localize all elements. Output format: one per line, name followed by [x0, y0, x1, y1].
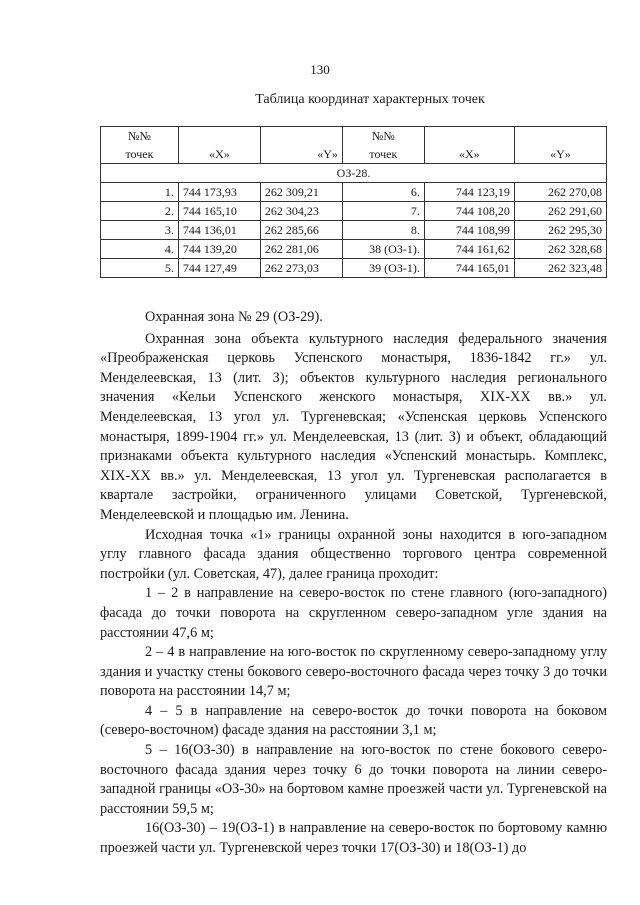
num2-header-top: №№	[342, 127, 424, 146]
y-value: 262 328,68	[514, 240, 606, 259]
paragraph: 4 – 5 в направление на северо-восток до точки поворота на боковом (северо-восточном) фасаде здания на расстоянии 3,1 м;	[100, 702, 607, 739]
x-value: 744 123,19	[424, 183, 514, 202]
point-number: 39 (ОЗ-1).	[342, 259, 424, 278]
x-value: 744 108,99	[424, 221, 514, 240]
section-row	[101, 164, 607, 183]
y2-header-top-blank	[514, 127, 606, 146]
y-value: 262 285,66	[260, 221, 342, 240]
y-value: 262 281,06	[260, 240, 342, 259]
table-title: Таблица координат характерных точек	[255, 92, 485, 107]
point-number: 2.	[101, 202, 179, 221]
point-number: 3.	[101, 221, 179, 240]
paragraph: 1 – 2 в направление на северо-восток по стене главного (юго-западного) фасада до точки поворота на скругленном северо-западном угле здания на расстоянии 47,6 м;	[100, 585, 607, 641]
table-row	[101, 183, 607, 202]
body-text	[100, 308, 607, 859]
x-value: 744 165,10	[178, 202, 260, 221]
num-header-bottom: точек	[101, 145, 179, 164]
x-value: 744 127,49	[178, 259, 260, 278]
y-value: 262 291,60	[514, 202, 606, 221]
table-header-row-top	[101, 127, 607, 146]
y-value: 262 273,03	[260, 259, 342, 278]
paragraph: Исходная точка «1» границы охранной зоны находится в юго-западном углу главного фасада здания общественно торгового центра современной постройки (ул. Советская, 47), далее граница проходит:	[100, 526, 607, 582]
section-label: ОЗ-28.	[101, 164, 607, 183]
x-value: 744 173,93	[178, 183, 260, 202]
paragraph: 5 – 16(ОЗ-30) в направление на юго-восток по стене бокового северо-восточного фасада здания через точку 6 до точки поворота на линии северо-западной границы «ОЗ-30» на бортовом камне проезжей части ул. Тургеневской на расстоянии 59,5 м;	[100, 742, 607, 817]
table-row	[101, 240, 607, 259]
coordinates-table	[100, 126, 607, 278]
num2-header-bottom: точек	[342, 145, 424, 164]
x-header: «X»	[178, 145, 260, 164]
y-value: 262 270,08	[514, 183, 606, 202]
x-header-top-blank	[178, 127, 260, 146]
point-number: 5.	[101, 259, 179, 278]
point-number: 7.	[342, 202, 424, 221]
point-number: 8.	[342, 221, 424, 240]
table-row	[101, 259, 607, 278]
y-value: 262 304,23	[260, 202, 342, 221]
table-row	[101, 221, 607, 240]
point-number: 38 (ОЗ-1).	[342, 240, 424, 259]
y-value: 262 309,21	[260, 183, 342, 202]
point-number: 6.	[342, 183, 424, 202]
x-value: 744 108,20	[424, 202, 514, 221]
x2-header-top-blank	[424, 127, 514, 146]
zone-heading: Охранная зона № 29 (ОЗ-29).	[145, 309, 323, 325]
x2-header: «X»	[424, 145, 514, 164]
x-value: 744 161,62	[424, 240, 514, 259]
y2-header: «Y»	[514, 145, 606, 164]
point-number: 4.	[101, 240, 179, 259]
paragraph: 16(ОЗ-30) – 19(ОЗ-1) в направление на северо-восток по бортовому камню проезжей части ул. Тургеневской через точки 17(ОЗ-30) и 18(ОЗ-1) до	[100, 820, 607, 857]
num-header-top: №№	[101, 127, 179, 146]
point-number: 1.	[101, 183, 179, 202]
x-value: 744 139,20	[178, 240, 260, 259]
x-value: 744 165,01	[424, 259, 514, 278]
y-value: 262 323,48	[514, 259, 606, 278]
y-value: 262 295,30	[514, 221, 606, 240]
paragraph: Охранная зона объекта культурного наследия федерального значения «Преображенская церковь Успенского монастыря, 1836-1842 гг.» ул. Менделеевская, 13 (лит. З); объектов культурного наследия регионального значения «Кельи Успенского женского монастыря, XIX-XX вв.» ул. Менделеевская, 13 угол ул. Тургеневская; «Успенская церковь Успенского монастыря, 1899-1904 гг.» ул. Менделеевская, 13 (лит. З) и объект, обладающий признаками объекта культурного наследия «Успенский монастырь. Комплекс, XIX-XX вв.» ул. Менделеевская, 13 угол ул. Тургеневская располагается в квартале застройки, ограниченного улицами Советской, Тургеневской, Менделеевской и площадью им. Ленина.	[100, 330, 607, 523]
table-row	[101, 202, 607, 221]
y-header-top-blank	[260, 127, 342, 146]
y-header: «Y»	[260, 145, 342, 164]
table-header-row-bottom	[101, 145, 607, 164]
paragraph: 2 – 4 в направление на юго-восток по скругленному северо-западному углу здания и участку стены бокового северо-восточного фасада через точку 3 до точки поворота на расстоянии 14,7 м;	[100, 644, 607, 700]
x-value: 744 136,01	[178, 221, 260, 240]
page-number: 130	[310, 62, 330, 77]
